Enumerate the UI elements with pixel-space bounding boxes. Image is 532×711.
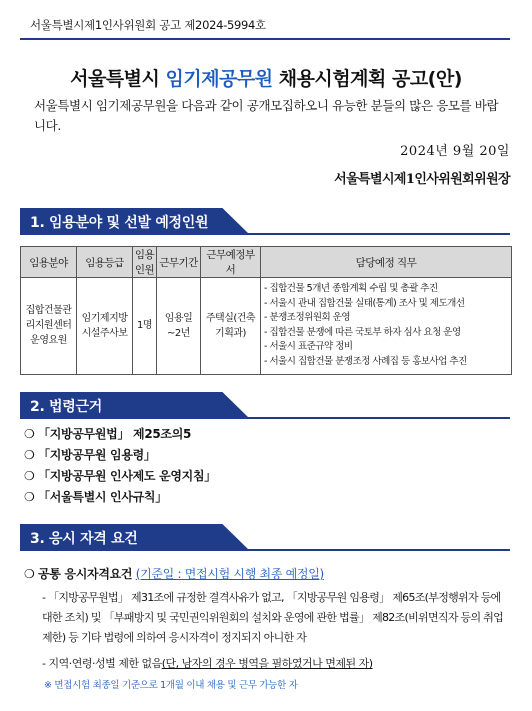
duty-item: - 서울시 관내 집합건물 실태(통계) 조사 및 제도개선 [264, 297, 465, 309]
availability-note: ※ 면접시험 최종일 기준으로 1개월 이내 채용 및 근무 가능한 자 [44, 680, 298, 691]
duty-item: - 분쟁조정위원회 운영 [264, 312, 351, 324]
cell-period: 임용일~2년 [157, 278, 201, 375]
common-requirements-heading [24, 565, 324, 582]
section-3-header [20, 524, 510, 551]
page-title [0, 64, 532, 91]
notice-date: 2024년 9월 20일 [400, 144, 510, 159]
notice-number: 서울특별시제1인사위원회 공고 제2024-5994호 [30, 18, 266, 32]
law-item-text: 「지방공무원 임용령」 [38, 448, 156, 462]
requirement-disqualification: - 「지방공무원법」 제31조에 규정한 결격사유가 없고, 「지방공무원 임용령」 제65조(부정행위자 등에대한 조치) 및 「부패방지 및 국민권익위원회의 설치와 운영에 관한 법률」 제82조(비위면직자 등의 취업제한) 등 기타 법령에 의하여 응시자격이 정지되지 아니한 자 [42, 591, 504, 644]
table-header-row [21, 247, 512, 278]
list-item [24, 445, 216, 466]
intro-text: 서울특별시 임기제공무원을 다음과 같이 공개모집하오니 유능한 분들의 많은 응모를 바랍니다. [34, 98, 499, 133]
header-period: 근무기간 [157, 247, 201, 278]
circle-bullet-icon: ❍ [24, 490, 35, 504]
section-3-label: 3. 응시 자격 요건 [30, 531, 138, 547]
header-grade: 임용등급 [77, 247, 133, 278]
header-duties: 담당예정 직무 [261, 247, 512, 278]
req2-text: - 지역·연령·성별 제한 없음 [42, 657, 162, 670]
common-requirements-label: 공통 응시자격요건 [37, 567, 133, 581]
requirement-no-restriction [42, 655, 504, 671]
section-line [20, 417, 510, 419]
recruitment-table [20, 246, 512, 375]
duty-item: - 서울시 집합건물 분쟁조정 사례집 등 홍보사업 추진 [264, 355, 467, 367]
section-1-label: 1. 임용분야 및 선발 예정인원 [30, 215, 209, 231]
signer: 서울특별시제1인사위원회위원장 [334, 172, 510, 187]
law-item-text: 「지방공무원 인사제도 운영지침」 [38, 469, 216, 483]
list-item [24, 487, 216, 508]
list-item [24, 466, 216, 487]
title-prefix: 서울특별시 [70, 68, 166, 90]
circle-bullet-icon: ❍ [24, 567, 35, 581]
base-date: (기준일 : 면접시험 시행 최종 예정일) [135, 567, 324, 581]
duty-item: - 집합건물 5개년 종합계획 수립 및 총괄 추진 [264, 283, 438, 294]
cell-count: 1명 [133, 278, 157, 375]
section-2-header [20, 392, 510, 419]
cell-duties [261, 278, 512, 375]
law-item-text: 「지방공무원법」 제25조의5 [38, 427, 192, 441]
header-dept: 근무예정부서 [201, 247, 261, 278]
circle-bullet-icon: ❍ [24, 448, 35, 462]
duty-item: - 집합건물 분쟁에 따른 국토부 하자 심사 요청 운영 [264, 326, 461, 338]
list-item [24, 424, 216, 445]
cell-grade: 임기제지방시설주사보 [77, 278, 133, 375]
circle-bullet-icon: ❍ [24, 469, 35, 483]
top-rule [20, 38, 510, 40]
section-line [20, 549, 510, 551]
title-suffix: 채용시험계획 공고(안) [272, 68, 462, 90]
cell-dept: 주택실(건축기획과) [201, 278, 261, 375]
circle-bullet-icon: ❍ [24, 427, 35, 441]
duty-item: - 서울시 표준규약 정비 [264, 341, 353, 353]
table-row [21, 278, 512, 375]
section-line [20, 233, 510, 235]
header-field: 임용분야 [21, 247, 77, 278]
section-1-header [20, 208, 510, 235]
cell-field: 집합건물관리지원센터운영요원 [21, 278, 77, 375]
law-list [24, 424, 216, 508]
title-highlight: 임기제공무원 [165, 68, 273, 90]
req2-military: (단, 남자의 경우 병역을 필하였거나 면제된 자) [161, 657, 373, 670]
section-2-label: 2. 법령근거 [30, 399, 102, 415]
law-item-text: 「서울특별시 인사규칙」 [38, 490, 167, 504]
header-count: 임용인원 [133, 247, 157, 278]
